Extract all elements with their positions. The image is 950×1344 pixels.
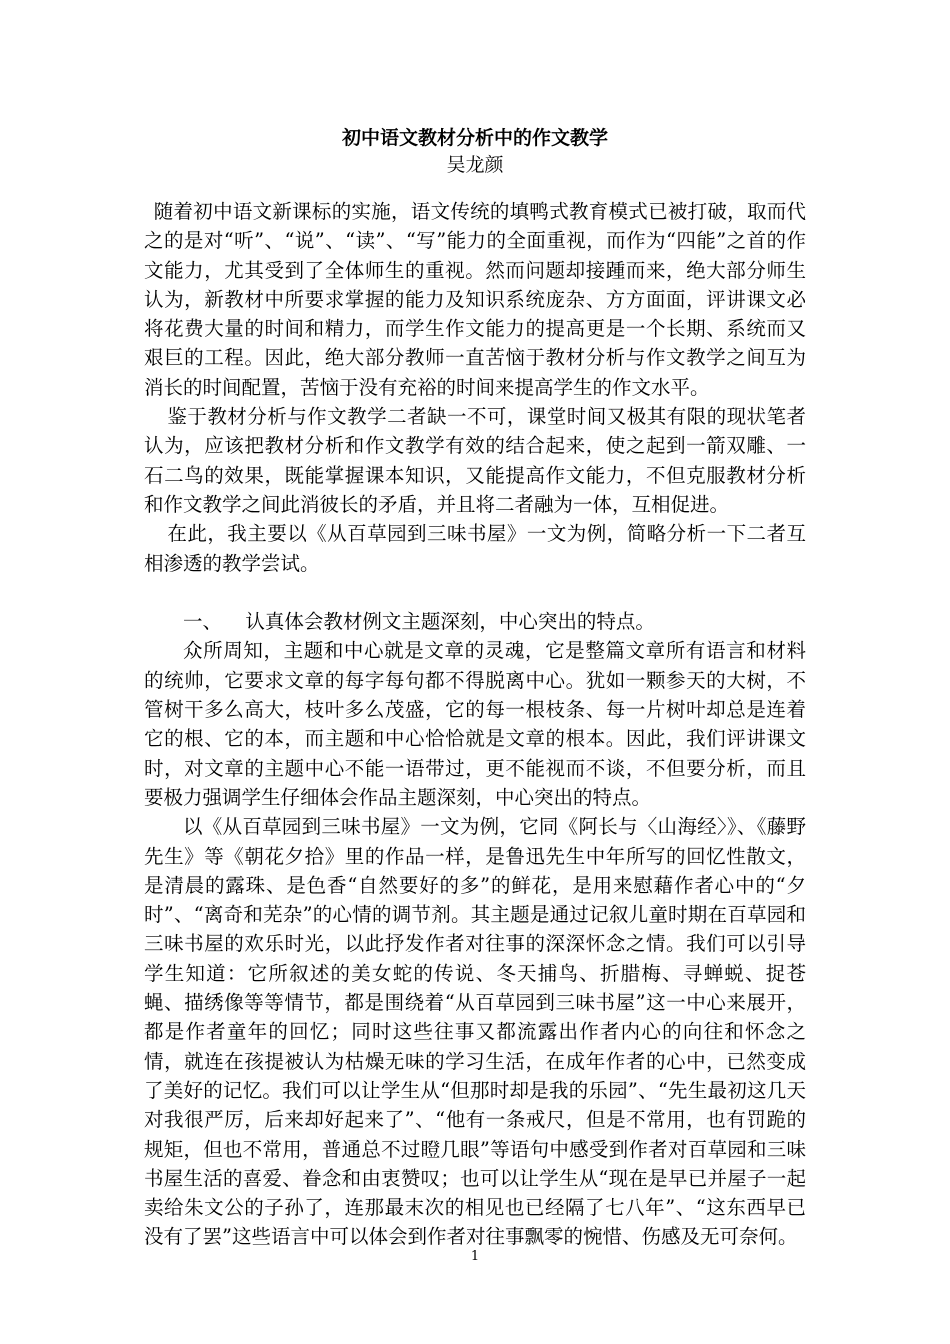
paragraph-spacer <box>144 578 806 607</box>
document-body <box>144 197 806 1252</box>
page-number: 1 <box>470 1249 480 1264</box>
section-number: 一、 <box>183 610 223 634</box>
intro-paragraph-1: 随着初中语文新课标的实施，语文传统的填鸭式教育模式已被打破，取而代之的是对“听”、“说”、“读”、“写”能力的全面重视，而作为“四能”之首的作文能力，尤其受到了全体师生的重视。然而问题却接踵而来，绝大部分师生认为，新教材中所要求掌握的能力及知识系统庞杂、方方面面，评讲课文必将花费大量的时间和精力，而学生作文能力的提高更是一个长期、系统而又艰巨的工程。因此，绝大部分教师一直苦恼于教材分析与作文教学之间互为消长的时间配置，苦恼于没有充裕的时间来提高学生的作文水平。 <box>144 200 806 399</box>
intro-paragraph-3: 在此，我主要以《从百草园到三味书屋》一文为例，简略分析一下二者互相渗透的教学尝试。 <box>144 522 806 575</box>
document-author: 吴龙颜 <box>446 154 504 176</box>
section-paragraph-2: 以《从百草园到三味书屋》一文为例，它同《阿长与〈山海经〉》、《藤野先生》等《朝花夕拾》里的作品一样，是鲁迅先生中年所写的回忆性散文，是清晨的露珠、是色香“自然要好的多”的鲜花，是用来慰藉作者心中的“夕时”、“离奇和芜杂”的心情的调节剂。其主题是通过记叙儿童时期在百草园和三味书屋的欢乐时光，以此抒发作者对往事的深深怀念之情。我们可以引导学生知道：它所叙述的美女蛇的传说、冬天捕鸟、折腊梅、寻蝉蜕、捉苍蝇、描绣像等等情节，都是围绕着“从百草园到三味书屋”这一中心来展开，都是作者童年的回忆；同时这些往事又都流露出作者内心的向往和怀念之情，就连在孩提被认为枯燥无味的学习生活，在成年作者的心中，已然变成了美好的记忆。我们可以让学生从“但那时却是我的乐园”、“先生最初这几天对我很严厉，后来却好起来了”、“他有一条戒尺，但是不常用，也有罚跪的规矩，但也不常用，普通总不过瞪几眼”等语句中感受到作者对百草园和三味书屋生活的喜爱、眷念和由衷赞叹；也可以让学生从“现在是早已并屋子一起卖给朱文公的子孙了，连那最末次的相见也已经隔了七八年”、“这东西早已没有了罢”这些语言中可以体会到作者对往事飘零的惋惜、伤感及无可奈何。 <box>144 815 806 1249</box>
section-heading <box>144 607 806 636</box>
document-title: 初中语文教材分析中的作文教学 <box>341 127 608 149</box>
section-paragraph-1: 众所周知，主题和中心就是文章的灵魂，它是整篇文章所有语言和材料的统帅，它要求文章的每字每句都不得脱离中心。犹如一颗参天的大树，不管树干多么高大，枝叶多么茂盛，它的每一根枝条、每一片树叶却总是连着它的根、它的本，而主题和中心恰恰就是文章的根本。因此，我们评讲课文时，对文章的主题中心不能一语带过，更不能视而不谈，不但要分析，而且要极力强调学生仔细体会作品主题深刻，中心突出的特点。 <box>144 639 806 809</box>
intro-paragraph-2: 鉴于教材分析与作文教学二者缺一不可，课堂时间又极其有限的现状笔者认为，应该把教材分析和作文教学有效的结合起来，使之起到一箭双雕、一石二鸟的效果，既能掌握课本知识，又能提高作文能力，不但克服教材分析和作文教学之间此消彼长的矛盾，并且将二者融为一体，互相促进。 <box>144 405 806 516</box>
section-heading-text: 认真体会教材例文主题深刻，中心突出的特点。 <box>245 610 655 634</box>
